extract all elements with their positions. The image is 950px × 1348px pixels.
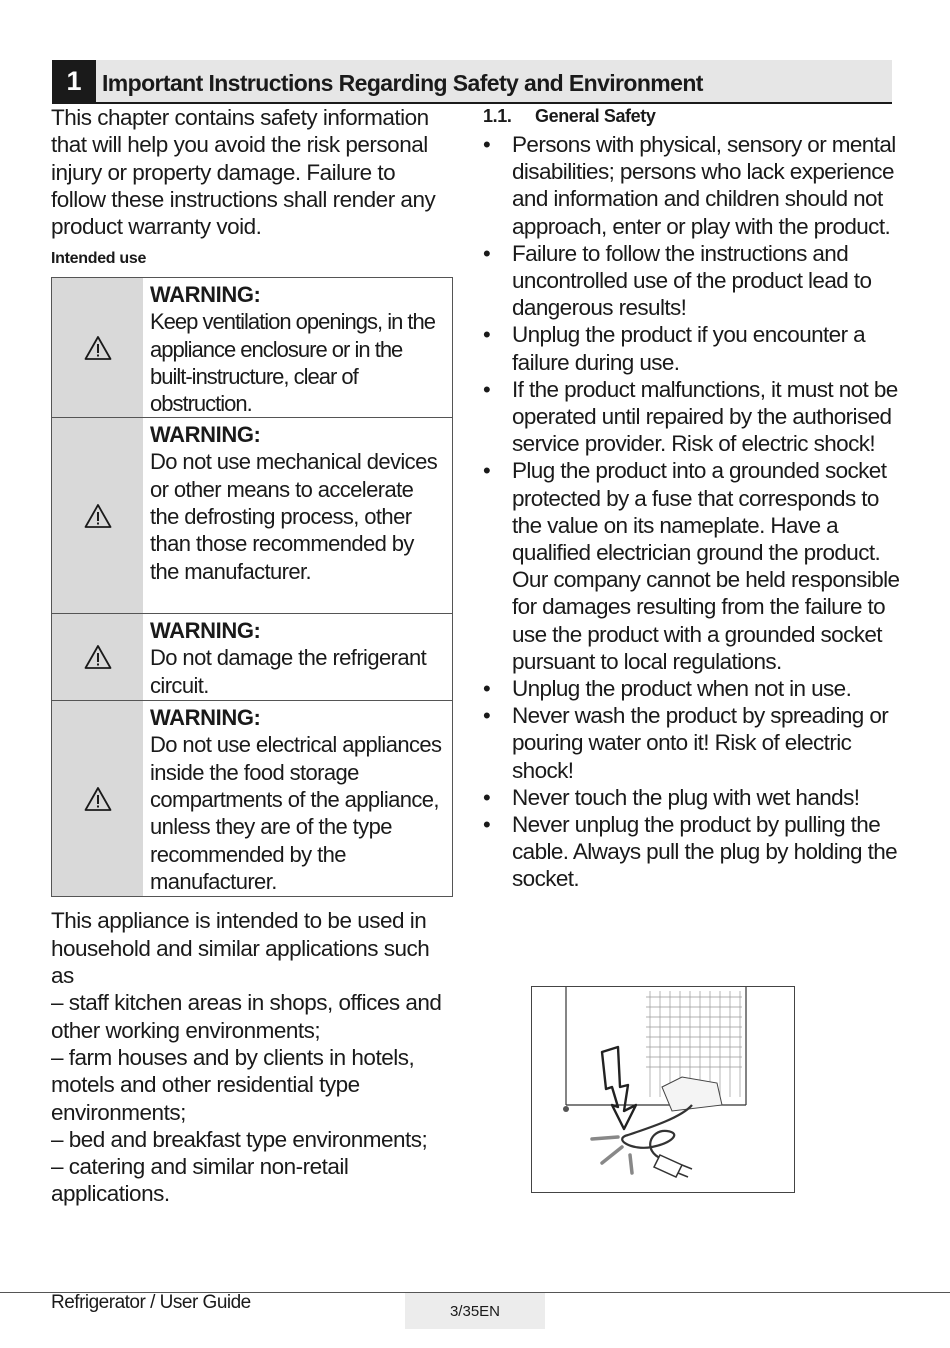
warning-triangle-icon (84, 644, 112, 670)
warning-label: WARNING: (150, 422, 261, 448)
bullet-icon: • (483, 812, 491, 838)
warning-row (52, 613, 452, 700)
bullet-item: • Plug the product into a grounded socket protected by a fuse that corresponds to the value on its nameplate. Have a qualified electrician ground the product. Our company cannot be held responsible for damages resulting from the failure to use the product with a grounded socket pursuant to local regulations. (483, 458, 900, 674)
warning-label: WARNING: (150, 282, 261, 308)
warning-label: WARNING: (150, 618, 261, 644)
left-column (51, 104, 453, 1208)
warning-triangle-icon (84, 335, 112, 361)
warning-row (52, 278, 452, 417)
chapter-header (52, 60, 892, 104)
bullet-icon: • (483, 784, 491, 810)
bullet-item: • Unplug the product if you encounter a failure during use. (483, 322, 866, 375)
bullet-item: • Unplug the product when not in use. (483, 676, 852, 702)
section-title: General Safety (535, 106, 656, 126)
refrigerator-plug-drawing (532, 987, 794, 1192)
bullet-icon: • (483, 322, 491, 348)
unplug-illustration (531, 986, 795, 1193)
warning-triangle-icon (84, 503, 112, 529)
warning-row (52, 700, 452, 896)
section-number: 1.1. (483, 106, 512, 126)
intended-use-heading: Intended use (51, 250, 147, 268)
bullet-item: • If the product malfunctions, it must not be operated until repaired by the authorised service provider. Risk of electric shock! (483, 376, 898, 457)
bullet-item: • Persons with physical, sensory or mental disabilities; persons who lack experience and information and children should not approach, enter or play with the product. (483, 132, 896, 239)
bullet-item: • Never wash the product by spreading or pouring water onto it! Risk of electric shock! (483, 703, 889, 783)
chapter-number: 1 (52, 60, 96, 102)
bullet-item: • Never unplug the product by pulling the cable. Always pull the plug by holding the socket. (483, 812, 898, 892)
warning-triangle-icon (84, 786, 112, 812)
bullet-icon: • (483, 676, 491, 702)
footer-guide-title: Refrigerator / User Guide (51, 1292, 251, 1313)
warning-text: Do not use electrical appliances inside the food storage compartments of the appliance, unless they are of the type recommended by the manufacturer. (150, 732, 442, 894)
bullet-icon: • (483, 703, 491, 729)
bullet-item: • Failure to follow the instructions and uncontrolled use of the product lead to dangerous results! (483, 240, 872, 321)
bullet-icon: • (483, 240, 491, 266)
bullet-icon: • (483, 458, 491, 484)
page-number: 3/35EN (405, 1293, 545, 1329)
warning-text: Keep ventilation openings, in the appliance enclosure or in the built-instructure, clear of obstruction. (150, 309, 436, 417)
bullet-icon: • (483, 132, 491, 157)
warning-label: WARNING: (150, 705, 261, 731)
warning-text: Do not use mechanical devices or other means to accelerate the defrosting process, other than those recommended by the manufacturer. (150, 449, 438, 584)
warning-text: Do not damage the refrigerant circuit. (150, 645, 427, 698)
warning-row (52, 417, 452, 613)
intro-paragraph: This chapter contains safety information that will help you avoid the risk personal injury or property damage. Failure to follow these instructions shall render any product warranty void. (51, 105, 436, 240)
intended-use-text (51, 907, 453, 1207)
section-heading (483, 106, 903, 127)
safety-bullet-list (483, 131, 903, 893)
right-column (483, 106, 903, 893)
chapter-title: Important Instructions Regarding Safety and Environment (102, 70, 703, 96)
warnings-table (51, 277, 453, 897)
usage-lead: This appliance is intended to be used in household and similar applications such as (51, 908, 430, 989)
bullet-icon: • (483, 376, 491, 402)
usage-item: – catering and similar non-retail applications. (51, 1154, 349, 1207)
usage-item: – farm houses and by clients in hotels, motels and other residential type environments; (51, 1044, 415, 1125)
usage-item: – staff kitchen areas in shops, offices and other working environments; (51, 990, 442, 1043)
usage-item: – bed and breakfast type environments; (51, 1126, 428, 1152)
bullet-item: • Never touch the plug with wet hands! (483, 784, 860, 810)
